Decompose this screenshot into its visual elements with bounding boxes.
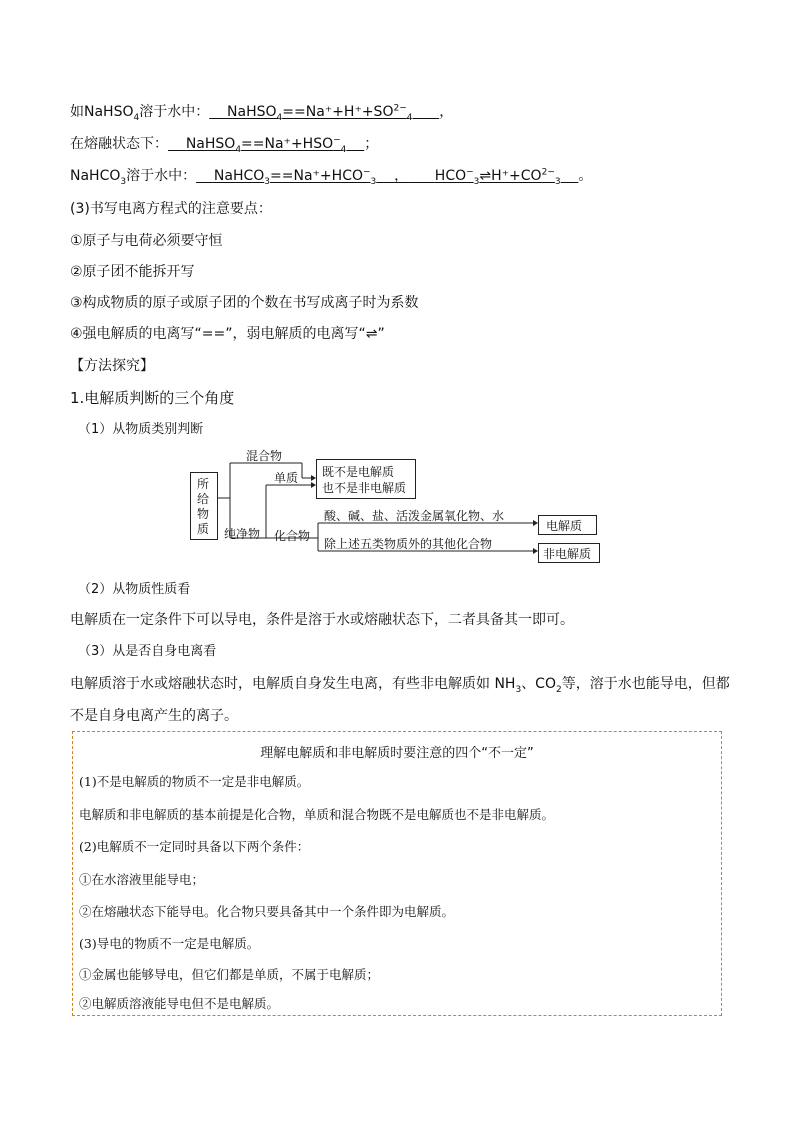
point-1: ①原子与电荷必须要守恒: [70, 233, 223, 249]
method-text-3a-sub1: 3: [515, 684, 522, 695]
note-7: ①金属也能够导电，但它们都是单质，不属于电解质；: [79, 967, 380, 982]
method-heading: 【方法探究】: [70, 358, 154, 374]
formula-2-answer: [168, 135, 364, 155]
formula-2-end: ；: [364, 136, 379, 152]
formula-3-end: 。: [578, 168, 593, 184]
formula-1-label-tail: 溶于水中：: [139, 104, 210, 120]
formula-1-eq: NaHSO: [227, 104, 277, 120]
compound-label: 化合物: [274, 529, 311, 543]
method-sub-2: （2）从物质性质看: [78, 582, 191, 597]
formula-3-eq2-tail: ⇌H⁺+CO: [479, 168, 542, 184]
formula-3-eq2-sub2: 3: [554, 176, 561, 187]
method-text-3a-mid: 、CO: [521, 676, 556, 692]
note-8: ②电解质溶液能导电但不是电解质。: [79, 996, 280, 1011]
formula-3-comma: ，: [394, 168, 409, 184]
formula-3-eq1-tail: ==Na⁺+HCO: [270, 168, 363, 184]
formula-line-2: [70, 135, 378, 153]
electrolyte-label: 电解质: [546, 519, 583, 533]
nonelectrolyte-label: 非电解质: [543, 547, 592, 561]
method-text-3a-post: 等，溶于水也能导电，但都: [561, 676, 730, 692]
notes-title: 理解电解质和非电解质时要注意的四个“不一定”: [260, 746, 534, 761]
note-4: ①在水溶液里能导电；: [79, 872, 205, 887]
formula-3-eq2-sup: −: [466, 167, 474, 178]
point-2: ②原子团不能拆开写: [70, 264, 195, 280]
method-text-2: 电解质在一定条件下可以导电，条件是溶于水或熔融状态下，二者具备其一即可。: [70, 612, 574, 628]
formula-1-end: ，: [439, 104, 454, 120]
method-text-3a-pre: 电解质溶于水或熔融状态时，电解质自身发生电离，有些非电解质如 NH: [70, 676, 516, 692]
formula-3-label-tail: 溶于水中：: [126, 168, 197, 184]
formula-3-label: NaHCO: [70, 168, 121, 184]
element-label: 单质: [274, 471, 299, 485]
formula-3-eq2: HCO: [434, 168, 467, 184]
neither-line-2: 也不是非电解质: [322, 481, 407, 495]
notes-box: [72, 731, 722, 1016]
branch-a-label: 酸、碱、盐、活泼金属氧化物、水: [324, 509, 505, 523]
method-section-1-title: 1.电解质判断的三个角度: [70, 389, 235, 407]
note-2: 电解质和非电解质的基本前提是化合物，单质和混合物既不是电解质也不是非电解质。: [79, 807, 555, 822]
formula-1-answer: [209, 103, 439, 123]
formula-2-label: 在熔融状态下：: [70, 136, 168, 152]
formula-1-label-sub: 4: [133, 112, 140, 123]
formula-line-1: [70, 103, 453, 121]
formula-1-eq-sup: 2−: [393, 103, 407, 114]
formula-3-eq2-sup2: 2−: [541, 167, 555, 178]
method-text-3a-sub2: 2: [555, 684, 562, 695]
root-label: 所给物质: [197, 477, 210, 536]
point-4: ④强电解质的电离写“==”，弱电解质的电离写“⇌”: [70, 326, 385, 342]
formula-3-eq1: NaHCO: [213, 168, 265, 184]
note-3: (2)电解质不一定同时具备以下两个条件：: [79, 839, 310, 854]
method-text-3b: 不是自身电离产生的离子。: [70, 708, 238, 724]
formula-2-eq-tail: ==Na⁺+HSO: [241, 136, 334, 152]
formula-3-answer-1: [196, 167, 578, 187]
formula-1-eq-sub: 4: [276, 112, 283, 123]
note-5: ②在熔融状态下能导电。化合物只要具备其中一个条件即为电解质。: [79, 904, 455, 919]
formula-1-eq-sub2: 4: [406, 112, 413, 123]
formula-3-eq1-sub: 3: [264, 176, 271, 187]
points-title: (3)书写电离方程式的注意要点：: [70, 201, 272, 217]
formula-2-eq: NaHSO: [185, 136, 236, 152]
formula-2-eq-sub2: 4: [340, 144, 347, 155]
formula-2-eq-sup: −: [333, 135, 341, 146]
branch-b-label: 除上述五类物质外的其他化合物: [324, 537, 493, 551]
neither-line-1: 既不是电解质: [322, 465, 395, 479]
note-1: (1)不是电解质的物质不一定是非电解质。: [79, 774, 310, 789]
formula-line-3: [70, 167, 592, 185]
method-sub-3: （3）从是否自身电离看: [78, 644, 217, 659]
formula-3-eq1-sub2: 3: [370, 176, 377, 187]
formula-3-eq1-sup: −: [363, 167, 371, 178]
formula-1-label: 如NaHSO: [70, 104, 134, 120]
pure-label: 纯净物: [224, 527, 261, 541]
formula-1-eq-tail: ==Na⁺+H⁺+SO: [282, 104, 394, 120]
note-6: (3)导电的物质不一定是电解质。: [79, 936, 260, 951]
formula-2-eq-sub: 4: [235, 144, 242, 155]
point-3: ③构成物质的原子或原子团的个数在书写成离子时为系数: [70, 295, 419, 311]
classification-diagram: [190, 443, 610, 573]
method-text-3a: [70, 675, 730, 693]
method-sub-1: （1）从物质类别判断: [78, 422, 204, 437]
mixture-label: 混合物: [246, 449, 283, 463]
formula-3-eq2-sub: 3: [473, 176, 480, 187]
formula-3-label-sub: 3: [120, 176, 127, 187]
